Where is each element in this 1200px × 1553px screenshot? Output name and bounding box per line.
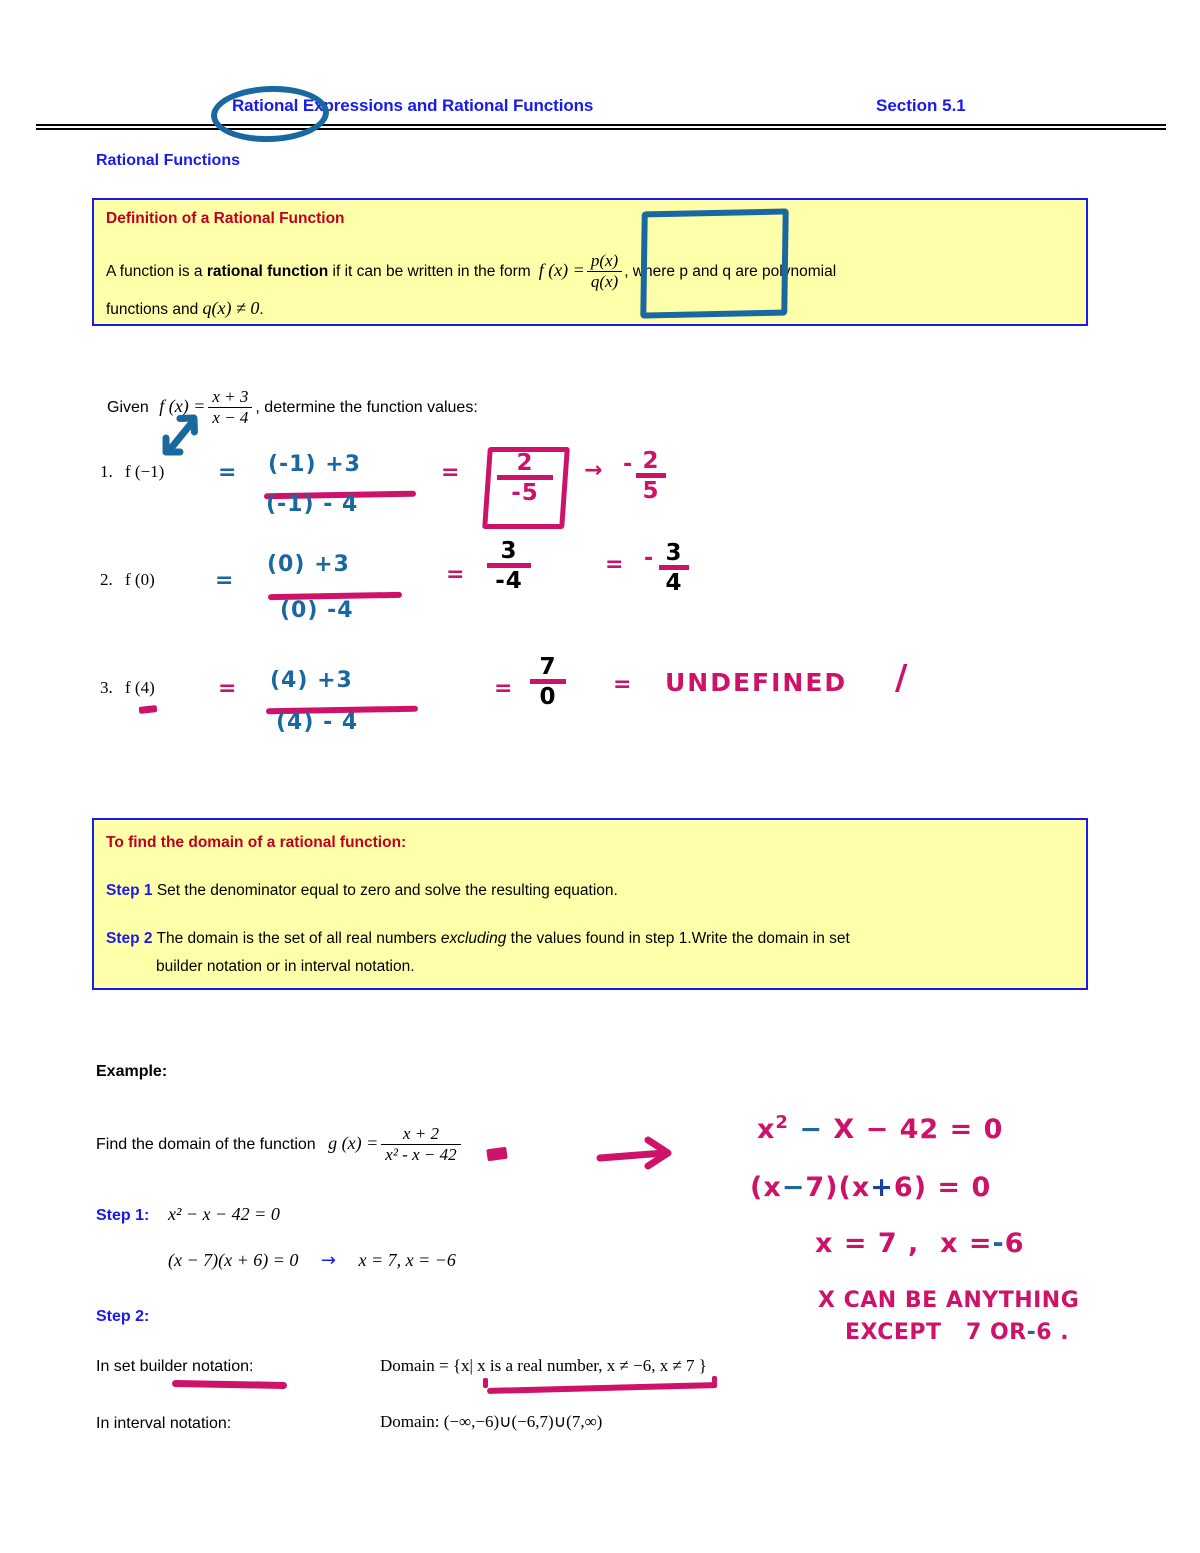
definition-line2-before: functions and [106,301,203,318]
page-subheading: Rational Functions [96,152,240,169]
interval-value: Domain: (−∞,−6)∪(−6,7)∪(7,∞) [380,1412,603,1431]
set-builder-tick-right [712,1376,717,1388]
domain-box-heading: To find the domain of a rational function: [106,834,407,851]
annotation-line-5: EXCEPT 7 OR-6 . [845,1320,1070,1345]
problem-3-index: 3. [100,678,113,697]
problem-3-equals-1: = [218,676,238,701]
example-g-lhs: g (x) = [328,1133,379,1154]
problem-3-equals-2: = [494,676,514,701]
problem-1-arrow: → [584,458,604,483]
annotation-line-2: (x−7)(x+6) = 0 [750,1172,992,1203]
set-builder-value-underline [487,1382,717,1394]
problem-1-result-fraction [497,452,553,505]
header-title: Rational Expressions and Rational Functions [232,96,594,115]
problem-2-equals-1: = [215,568,235,593]
set-builder-label: In set builder notation: [96,1358,254,1375]
domain-step2-line2: builder notation or in interval notation. [156,958,415,975]
problem-2-index: 2. [100,570,113,589]
problem-3-label [100,678,155,698]
definition-heading: Definition of a Rational Function [106,210,345,227]
problem-1-final-numerator: 2 [642,448,660,474]
domain-step2-text-b: the values found in step 1.Write the domain in set [506,930,850,947]
example-step1-roots: x = 7, x = −6 [358,1250,456,1270]
definition-formula-lhs: f (x) = [538,260,585,281]
definition-bold-term: rational function [206,263,329,281]
definition-formula [538,251,625,291]
definition-formula-denominator: q(x) [587,271,622,292]
pink-arrow-icon [598,1132,688,1172]
problem-2-equals-3: = [605,552,625,577]
annotation-line-3: x = 7 , x =-6 [815,1228,1025,1259]
example-step1-arrow-icon: → [320,1250,336,1271]
problem-3-final-answer: UNDEFINED [665,668,848,697]
problem-1-result-numerator: 2 [516,450,534,476]
definition-text-after: , where p and q are polynomial [624,263,837,281]
annotation-line-4: X CAN BE ANYTHING [818,1288,1080,1313]
example-label: Example: [96,1063,168,1080]
given-fn-numerator: x + 3 [212,387,249,406]
problem-2-expression: f (0) [125,570,155,589]
definition-body-line2 [106,298,264,319]
domain-step1-line [106,882,618,900]
domain-step1-text: Set the denominator equal to zero and solve the resulting equation. [152,882,618,899]
problem-1-expression: f (−1) [125,462,165,481]
example-function [328,1124,463,1164]
domain-step2-italic: excluding [440,930,507,947]
definition-line2-after: . [259,301,264,318]
problem-1-equals-1: = [218,460,238,485]
given-fn-denominator: x − 4 [208,407,252,428]
ink-double-arrow-icon [160,412,204,458]
problem-3-result-numerator: 7 [539,654,557,680]
problem-1-substitution-numerator: (-1) +3 [268,452,361,477]
example-g-numerator: x + 2 [402,1124,439,1143]
interval-label: In interval notation: [96,1415,232,1432]
annotation-line-1: $x^2 - X - 42 = 0$ [757,1112,1004,1145]
definition-text-before: A function is a [106,263,207,281]
example-ink-smudge [486,1147,507,1162]
domain-steps-box [92,818,1088,990]
example-g-denominator: x² - x − 42 [381,1144,460,1165]
example-step1-factored-line [168,1250,456,1271]
definition-formula-numerator: p(x) [590,251,619,270]
set-builder-label-underline [172,1380,287,1389]
problem-3-expression: f (4) [125,678,155,697]
problem-1-result-denominator: -5 [497,475,553,505]
problem-3-substitution-numerator: (4) +3 [270,668,353,693]
problem-3-result-fraction [530,656,566,709]
problem-3-substitution-denominator: (4) - 4 [276,710,359,735]
problem-2-result-denominator: -4 [487,563,531,593]
given-fn-lhs: f (x) = [159,396,206,417]
domain-step2-line [106,930,850,948]
problem-1-final-fraction [636,450,666,503]
problem-1-final-denominator: 5 [636,473,666,503]
definition-text-middle: if it can be written in the form [328,263,531,281]
problem-2-equals-2: = [446,562,466,587]
problem-2-result-fraction [487,540,531,593]
given-instruction: , determine the function values: [255,399,478,417]
problem-2-result-numerator: 3 [500,538,518,564]
problem-1-final-sign: - [623,452,634,477]
ink-box-around-formula [640,208,788,318]
problem-1-label [100,462,164,482]
set-builder-value: Domain = {x| x is a real number, x ≠ −6, x ≠ 7 } [380,1356,707,1375]
example-step1-equation: x² − x − 42 = 0 [168,1204,280,1224]
problem-2-final-denominator: 4 [659,565,689,595]
problem-2-final-sign: - [644,546,655,571]
domain-step1-label: Step 1 [106,882,153,899]
problem-3-ink-mark [139,705,158,714]
problem-3-equals-3: = [613,672,633,697]
header-divider-rule [36,124,1166,130]
problem-2-final-fraction [659,542,689,595]
given-label: Given [107,399,149,417]
problem-1-index: 1. [100,462,113,481]
problem-1-equals-2: = [441,460,461,485]
page-header [36,96,1166,124]
definition-line2-math: q(x) ≠ 0 [202,298,260,318]
problem-2-substitution-numerator: (0) +3 [267,552,350,577]
example-step1-factored: (x − 7)(x + 6) = 0 [168,1250,299,1270]
set-builder-tick-left [483,1378,488,1388]
example-prompt: Find the domain of the function [96,1136,316,1154]
problem-2-label [100,570,155,590]
domain-step2-label: Step 2 [106,930,153,947]
definition-box [92,198,1088,326]
example-step2-label: Step 2: [96,1308,150,1325]
domain-step2-text-a: The domain is the set of all real numbers [152,930,441,947]
problem-2-final-numerator: 3 [665,540,683,566]
ink-circle-annotation [210,84,330,144]
problem-3-result-denominator: 0 [530,679,566,709]
problem-2-substitution-denominator: (0) -4 [280,598,354,623]
problem-3-exclamation: / [895,658,909,698]
header-section-number: Section 5.1 [876,96,966,115]
example-step1-label: Step 1: [96,1207,150,1224]
example-prompt-line [96,1125,464,1165]
problem-1-substitution-denominator: (-1) - 4 [266,492,359,517]
